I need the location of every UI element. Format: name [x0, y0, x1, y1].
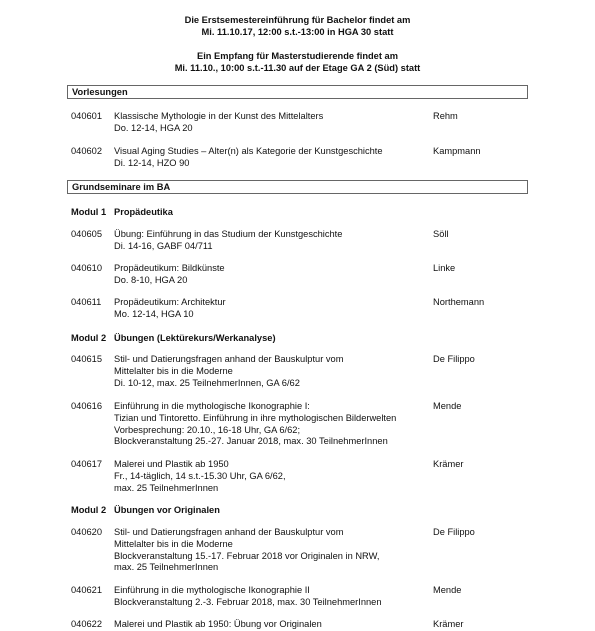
course-lecturer: Krämer	[433, 619, 464, 629]
course-line: Stil- und Datierungsfragen anhand der Bauskulptur vom	[114, 527, 344, 537]
course-line: Mittelalter bis in die Moderne	[114, 538, 233, 549]
course-number: 040602	[71, 146, 103, 156]
course-line: Tizian und Tintoretto. Einführung in ihre mythologischen Bilderwelten	[114, 412, 397, 423]
module-number: Modul 2	[71, 505, 107, 515]
course-line: max. 25 TeilnehmerInnen	[114, 482, 219, 493]
course-number: 040621	[71, 585, 103, 595]
announcement-line: Mi. 11.10.17, 12:00 s.t.-13:00 in HGA 30 statt	[201, 26, 394, 37]
course-details	[114, 146, 383, 170]
course-number: 040615	[71, 354, 103, 364]
course-line: Propädeutikum: Architektur	[114, 297, 226, 307]
announcement-line: Die Erstsemestereinführung für Bachelor findet am	[184, 15, 411, 25]
course-line: Blockveranstaltung 2.-3. Februar 2018, max. 30 TeilnehmerInnen	[114, 596, 382, 607]
course-line: Blockveranstaltung 15.-17. Februar 2018 vor Originalen in NRW,	[114, 550, 380, 561]
course-line: Di. 10-12, max. 25 TeilnehmerInnen, GA 6/62	[114, 377, 300, 388]
module-title: Übungen vor Originalen	[114, 505, 220, 515]
course-line: Visual Aging Studies – Alter(n) als Kategorie der Kunstgeschichte	[114, 146, 383, 156]
course-number: 040601	[71, 111, 103, 121]
course-details	[114, 263, 225, 287]
course-line: Übung: Einführung in das Studium der Kunstgeschichte	[114, 229, 343, 239]
module-heading	[71, 206, 173, 218]
course-lecturer: Linke	[433, 263, 456, 273]
course-line: Malerei und Plastik ab 1950: Übung vor Originalen	[114, 619, 322, 629]
course-lecturer: Rehm	[433, 111, 458, 121]
course-details	[114, 111, 323, 135]
course-line: Blockveranstaltung 25.-27. Januar 2018, max. 30 TeilnehmerInnen	[114, 436, 388, 447]
course-details	[114, 619, 322, 631]
course-lecturer: Mende	[433, 585, 462, 595]
course-line: Stil- und Datierungsfragen anhand der Bauskulptur vom	[114, 354, 344, 364]
course-lecturer: Söll	[433, 229, 449, 239]
module-number: Modul 2	[71, 333, 107, 343]
section-header-vorlesungen: Vorlesungen	[67, 85, 528, 99]
course-number: 040622	[71, 619, 103, 629]
course-details	[114, 527, 379, 574]
course-line: Vorbesprechung: 20.10., 16-18 Uhr, GA 6/62;	[114, 424, 301, 435]
announcement-line: Mi. 11.10., 10:00 s.t.-11.30 auf der Etage GA 2 (Süd) statt	[174, 62, 421, 73]
course-line: Do. 8-10, HGA 20	[114, 274, 188, 285]
announcement-master	[0, 51, 595, 74]
course-line: max. 25 TeilnehmerInnen	[114, 562, 219, 573]
course-line: Mittelalter bis in die Moderne	[114, 365, 233, 376]
course-lecturer: Kampmann	[433, 146, 481, 156]
course-line: Malerei und Plastik ab 1950	[114, 459, 229, 469]
course-line: Einführung in die mythologische Ikonographie I:	[114, 401, 310, 411]
section-header-grundseminare: Grundseminare im BA	[67, 180, 528, 194]
course-line: Di. 12-14, HZO 90	[114, 157, 190, 168]
course-line: Propädeutikum: Bildkünste	[114, 263, 225, 273]
course-lecturer: De Filippo	[433, 354, 475, 364]
module-title: Übungen (Lektürekurs/Werkanalyse)	[114, 333, 276, 343]
module-title: Propädeutika	[114, 207, 173, 217]
course-line: Fr., 14-täglich, 14 s.t.-15.30 Uhr, GA 6/62,	[114, 470, 286, 481]
course-lecturer: Mende	[433, 401, 462, 411]
course-number: 040611	[71, 297, 102, 307]
course-details	[114, 297, 226, 321]
course-number: 040616	[71, 401, 103, 411]
course-lecturer: De Filippo	[433, 527, 475, 537]
course-number: 040620	[71, 527, 103, 537]
course-number: 040605	[71, 229, 103, 239]
course-line: Di. 14-16, GABF 04/711	[114, 240, 213, 251]
announcement-bachelor	[0, 15, 595, 38]
course-lecturer: Northemann	[433, 297, 485, 307]
course-details	[114, 459, 286, 494]
course-number: 040610	[71, 263, 103, 273]
course-details	[114, 401, 396, 448]
course-details	[114, 229, 342, 253]
module-heading	[71, 504, 220, 516]
module-heading	[71, 332, 276, 344]
course-number: 040617	[71, 459, 103, 469]
module-number: Modul 1	[71, 207, 107, 217]
course-line: Klassische Mythologie in der Kunst des Mittelalters	[114, 111, 324, 121]
course-line: Do. 12-14, HGA 20	[114, 122, 193, 133]
course-details	[114, 585, 382, 609]
course-lecturer: Krämer	[433, 459, 464, 469]
course-line: Einführung in die mythologische Ikonographie II	[114, 585, 310, 595]
course-line: Mo. 12-14, HGA 10	[114, 308, 194, 319]
announcement-line: Ein Empfang für Masterstudierende findet am	[197, 51, 398, 61]
course-details	[114, 354, 343, 389]
